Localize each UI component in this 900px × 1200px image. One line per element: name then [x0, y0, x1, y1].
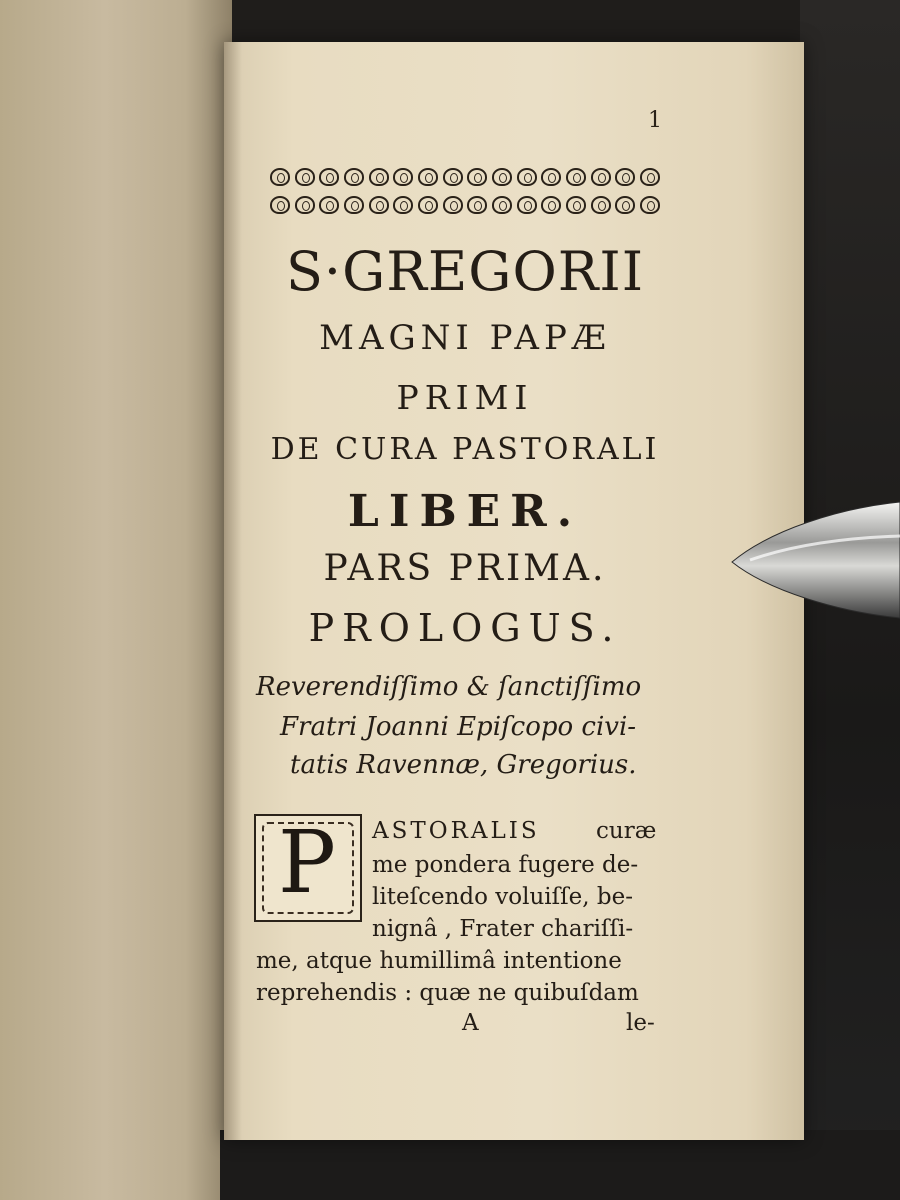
ornament-icon	[566, 196, 586, 214]
title-liber: LIBER.	[347, 486, 583, 537]
ornament-icon	[640, 168, 660, 186]
page-gutter-shadow	[224, 42, 242, 1140]
ornament-icon	[270, 168, 290, 186]
ornament-icon	[319, 168, 339, 186]
title-part: PARS PRIMA.	[323, 548, 607, 589]
ornament-icon	[541, 168, 561, 186]
title-work: DE CURA PASTORALI	[270, 432, 660, 467]
ornament-icon	[319, 196, 339, 214]
metal-page-clip	[730, 500, 900, 620]
title-author-ordinal: PRIMI	[396, 378, 534, 417]
decorated-initial	[254, 814, 362, 922]
ornament-icon	[591, 168, 611, 186]
ornament-icon	[492, 168, 512, 186]
signature-mark: A	[462, 1010, 479, 1036]
ornament-icon	[591, 196, 611, 214]
ornament-border-top	[270, 166, 660, 188]
ornament-icon	[418, 196, 438, 214]
body-line: curæ	[596, 818, 657, 844]
ornament-icon	[615, 168, 635, 186]
ornament-icon	[615, 196, 635, 214]
background-bottom	[220, 1130, 900, 1200]
ornament-icon	[443, 168, 463, 186]
ornament-icon	[467, 196, 487, 214]
ornament-icon	[344, 196, 364, 214]
catchword: le-	[626, 1010, 655, 1036]
ornament-icon	[393, 196, 413, 214]
dedication-line: Reverendiſſimo & ſanctiſſimo	[256, 672, 642, 702]
body-line: me pondera fugere de-	[372, 852, 639, 878]
ornament-icon	[393, 168, 413, 186]
page-number: 1	[648, 108, 662, 133]
left-page-blank	[0, 0, 232, 1200]
body-line: liteſcendo voluiſſe, be-	[372, 884, 633, 910]
ornament-icon	[418, 168, 438, 186]
ornament-icon	[541, 196, 561, 214]
ornament-icon	[492, 196, 512, 214]
ornament-icon	[270, 196, 290, 214]
title-prologue: PROLOGUS.	[308, 606, 622, 650]
ornament-icon	[369, 196, 389, 214]
ornament-icon	[566, 168, 586, 186]
body-line: reprehendis : quæ ne quibuſdam	[256, 980, 639, 1006]
title-author: S·GREGORII	[285, 240, 645, 303]
ornament-icon	[443, 196, 463, 214]
ornament-icon	[369, 168, 389, 186]
ornament-icon	[344, 168, 364, 186]
body-line: nignâ , Frater chariſſi-	[372, 916, 634, 942]
ornament-border-bottom	[270, 194, 660, 216]
dedication-line: Fratri Joanni Epiſcopo civi-	[280, 712, 637, 742]
dedication-line: tatis Ravennæ, Gregorius.	[290, 750, 637, 780]
ornament-icon	[517, 168, 537, 186]
title-author-epithet: MAGNI PAPÆ	[319, 318, 611, 358]
body-line: me, atque humillimâ intentione	[256, 948, 622, 974]
ornament-icon	[640, 196, 660, 214]
initial-letter: P	[278, 814, 336, 913]
ornament-icon	[295, 168, 315, 186]
ornament-icon	[467, 168, 487, 186]
ornament-icon	[517, 196, 537, 214]
body-line-caps: ASTORALIS	[372, 818, 540, 844]
ornament-icon	[295, 196, 315, 214]
